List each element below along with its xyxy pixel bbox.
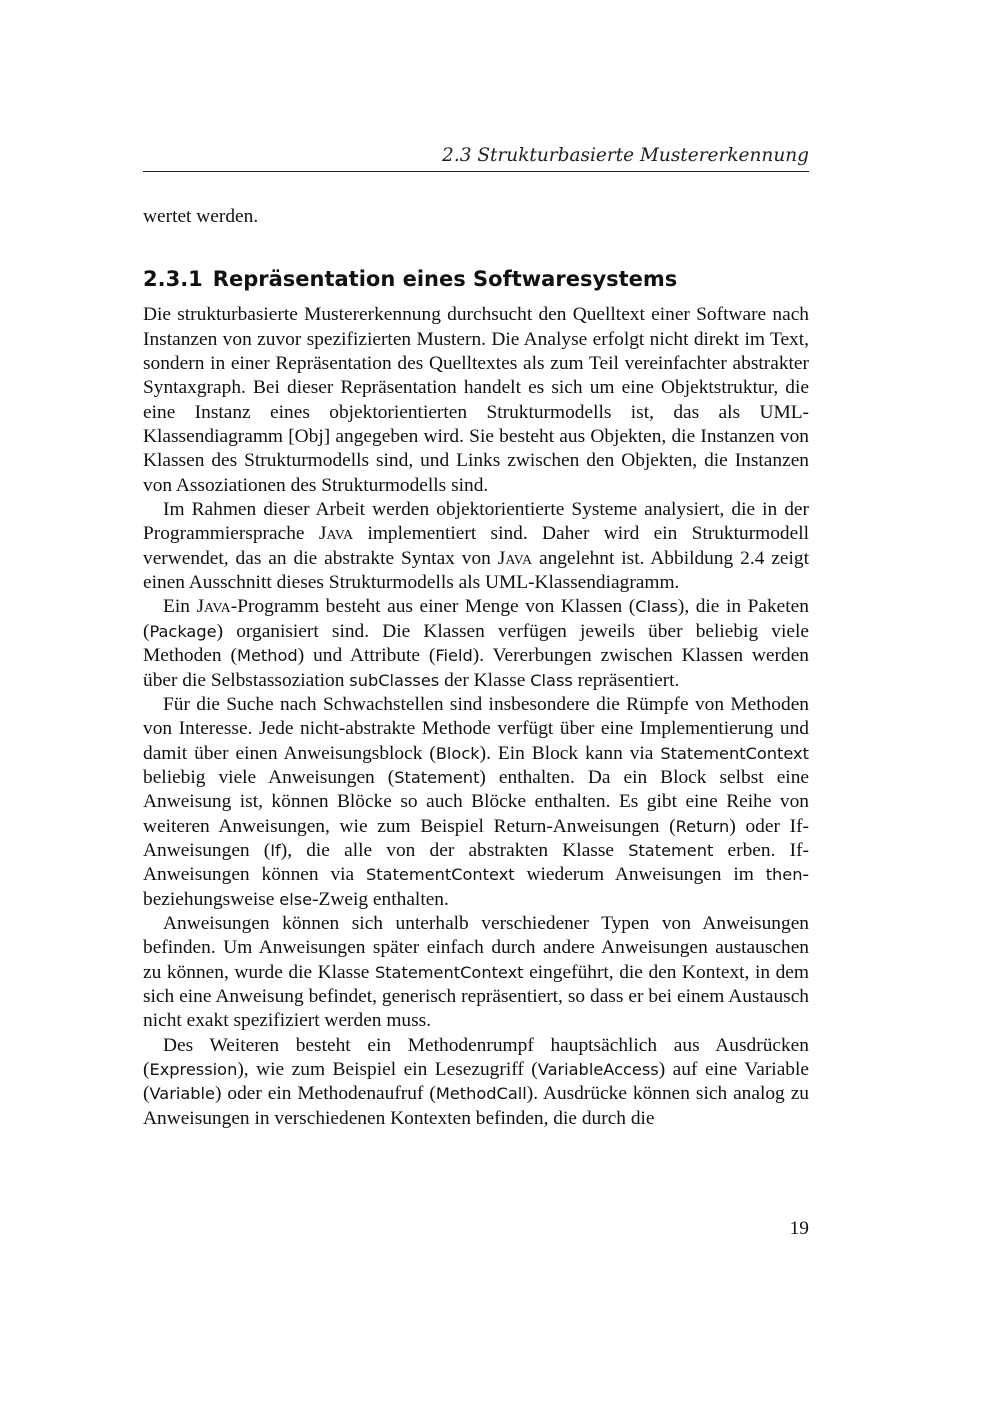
code-term: If bbox=[270, 840, 281, 860]
text-run: ), die in Paketen ( bbox=[143, 596, 809, 642]
code-term: Field bbox=[435, 646, 473, 666]
text-run: ) oder ein Methodenaufruf ( bbox=[215, 1083, 436, 1105]
code-term: Method bbox=[237, 646, 298, 666]
section-heading bbox=[143, 265, 809, 293]
code-term: Class bbox=[530, 670, 573, 690]
text-run: Für die Suche nach Schwachstellen sind insbesondere die Rümpfe von Methoden von Interesse. Jede nicht-abstrakte Methode verfügt über eine Implementierung und damit über einen Anweisungsblock ( bbox=[143, 693, 809, 764]
page-number: 19 bbox=[789, 1218, 809, 1239]
code-term: VariableAccess bbox=[537, 1060, 659, 1079]
text-run: repräsentiert. bbox=[572, 669, 680, 691]
text-run: -Programm besteht aus einer Menge von Klassen ( bbox=[230, 596, 636, 618]
text-run: Im Rahmen dieser Arbeit werden objektorientierte Systeme analysiert, die in der Programmiersprache bbox=[143, 499, 809, 545]
text-run: ). Ein Block kann via bbox=[479, 742, 661, 764]
running-header bbox=[143, 141, 809, 172]
text-run: Ein bbox=[163, 596, 197, 618]
section-number: 2.3.1 bbox=[143, 267, 203, 292]
code-term: else bbox=[279, 889, 313, 909]
code-term: StatementContext bbox=[660, 743, 809, 763]
text-run: -Zweig enthalten. bbox=[312, 888, 449, 910]
paragraph-4 bbox=[143, 693, 809, 912]
text-run: erben. If-Anweisungen können via bbox=[143, 839, 810, 886]
paragraph-5 bbox=[143, 912, 809, 1034]
text-run: ) oder If-Anweisungen ( bbox=[143, 815, 809, 861]
paragraph-1: Die strukturbasierte Mustererkennung durchsucht den Quelltext einer Software nach Instanzen von zuvor spezifizierten Mustern. Die Analyse erfolgt nicht direkt im Text, sondern in einer Repräsentation des Quelltextes als zum Teil vereinfachter abstrakter Syntaxgraph. Bei dieser Repräsentation handelt es sich um eine Objektstruktur, die eine Instanz eines objektorientierten Strukturmodells ist, das als UML-Klassendiagramm [Obj] angegeben wird. Sie besteht aus Objekten, die Instanzen von Klassen des Strukturmodells sind, und Links zwischen den Objekten, die Instanzen von Assoziationen des Strukturmodells sind. bbox=[143, 304, 809, 496]
continuation-line: wertet werden. bbox=[143, 206, 259, 227]
page-body bbox=[143, 205, 809, 1131]
paragraph-3 bbox=[143, 595, 809, 692]
text-run: Des Weiteren besteht ein Methodenrumpf hauptsächlich aus Ausdrücken ( bbox=[143, 1034, 809, 1080]
code-term: then bbox=[765, 865, 803, 885]
code-term: MethodCall bbox=[435, 1084, 527, 1104]
java-term: Java bbox=[318, 523, 354, 545]
text-run: wiederum Anweisungen im bbox=[514, 864, 766, 886]
code-term: subClasses bbox=[349, 670, 440, 690]
text-run: ) organisiert sind. Die Klassen verfügen jeweils über beliebig viele Methoden ( bbox=[143, 620, 809, 667]
text-run: - beziehungsweise bbox=[143, 864, 809, 910]
text-run: implementiert sind. Daher wird ein Strukturmodell verwendet, das an die abstrakte Syntax von bbox=[143, 523, 810, 569]
java-term: Java bbox=[497, 547, 533, 569]
code-term: StatementContext bbox=[374, 962, 524, 982]
paragraph-6 bbox=[143, 1034, 809, 1131]
text-run: ) enthalten. Da ein Block selbst eine Anweisung ist, können Blöcke so auch Blöcke enthalten. Es gibt eine Reihe von weiteren Anweisungen, wie zum Beispiel Return-Anweisungen ( bbox=[143, 766, 809, 837]
code-term: Statement bbox=[394, 767, 480, 787]
text-run: ) auf eine Variable ( bbox=[143, 1059, 809, 1105]
code-term: Block bbox=[435, 743, 480, 763]
code-term: Variable bbox=[149, 1084, 216, 1104]
code-term: Package bbox=[149, 621, 217, 641]
code-term: Return bbox=[675, 816, 730, 836]
code-term: StatementContext bbox=[366, 865, 515, 885]
text-run: der Klasse bbox=[439, 669, 531, 691]
text-run: Anweisungen können sich unterhalb verschiedener Typen von Anweisungen befinden. Um Anweisungen später einfach durch andere Anweisungen austauschen zu können, wurde die Klasse bbox=[143, 912, 809, 983]
text-run: ) und Attribute ( bbox=[297, 645, 436, 667]
text-run: angelehnt ist. Abbildung 2.4 zeigt einen Ausschnitt dieses Strukturmodells als UML-Klassendiagramm. bbox=[143, 547, 809, 594]
code-term: Expression bbox=[149, 1060, 238, 1079]
java-term: Java bbox=[196, 596, 231, 618]
text-run: eingeführt, die den Kontext, in dem sich eine Anweisung befindet, generisch repräsentiert, so dass er bei einem Austausch nicht exakt spezifiziert werden muss. bbox=[143, 961, 809, 1032]
paragraph-2 bbox=[143, 498, 809, 595]
text-run: ). Ausdrücke können sich analog zu Anweisungen in verschiedenen Kontexten befinden, die durch die bbox=[143, 1083, 809, 1129]
text-run: beliebig viele Anweisungen ( bbox=[143, 766, 395, 788]
section-title: Repräsentation eines Softwaresystems bbox=[212, 267, 678, 292]
text-run: ), die alle von der abstrakten Klasse bbox=[280, 839, 629, 861]
running-title: 2.3 Strukturbasierte Mustererkennung bbox=[442, 145, 809, 166]
code-term: Class bbox=[635, 597, 678, 617]
text-run: ). Vererbungen zwischen Klassen werden über die Selbstassoziation bbox=[143, 645, 809, 691]
text-run: ), wie zum Beispiel ein Lesezugriff ( bbox=[237, 1059, 538, 1080]
code-term: Statement bbox=[628, 840, 714, 860]
